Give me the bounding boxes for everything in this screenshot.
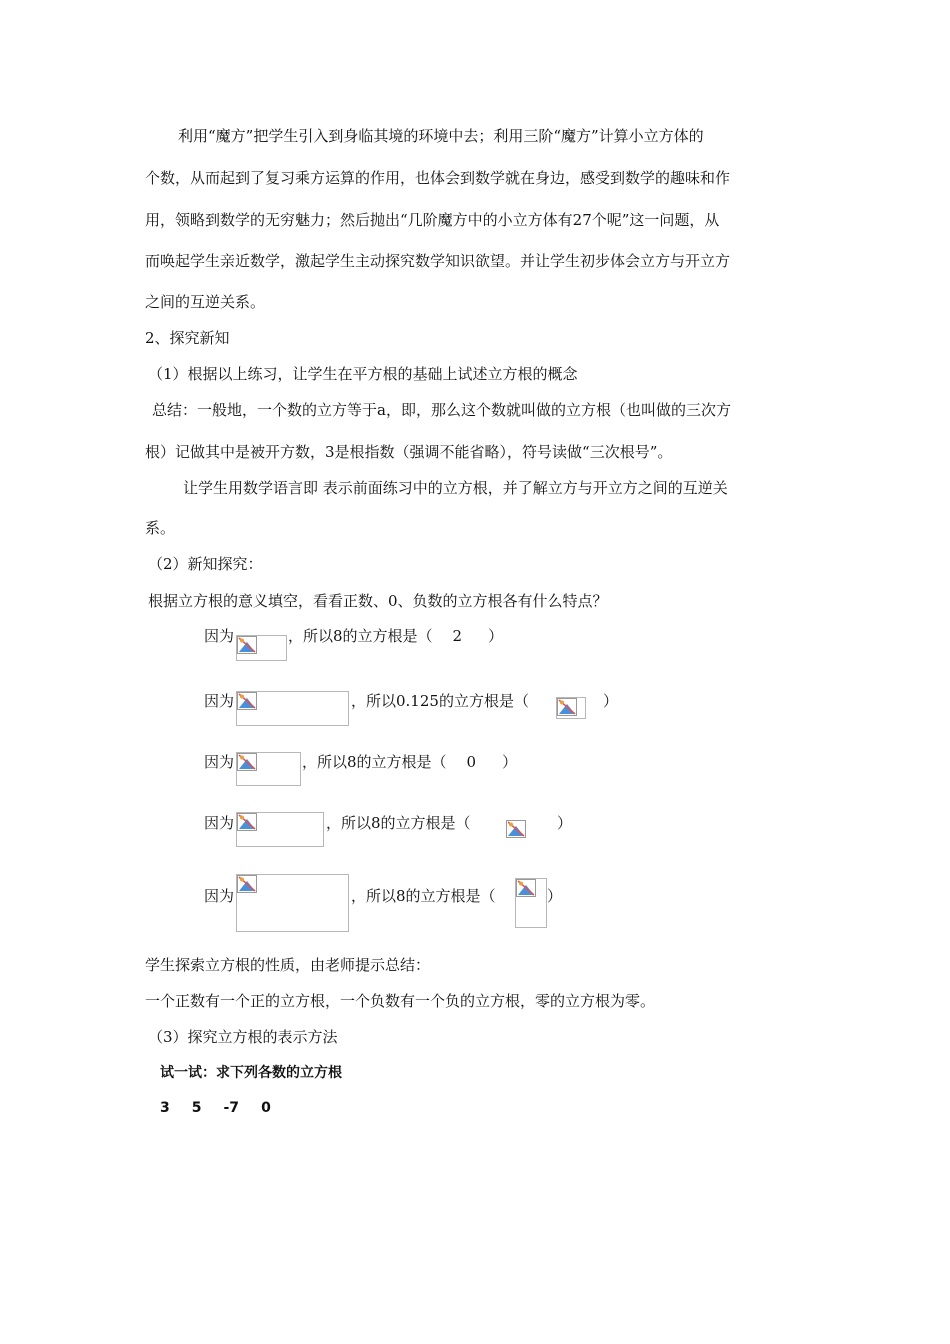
row1-because: 因为 — [204, 627, 235, 645]
row1-text — [288, 626, 503, 646]
row1-answer: 2 — [452, 627, 463, 645]
row2-clause: ，所以0.125的立方根是（ — [351, 692, 529, 710]
broken-image-icon — [516, 879, 536, 897]
row5-close: ） — [547, 887, 563, 905]
fill-prompt: 根据立方根的意义填空，看看正数、0、负数的立方根各有什么特点？ — [148, 592, 608, 610]
broken-image-icon — [237, 692, 257, 710]
formula-image-placeholder — [236, 691, 349, 726]
row1-close: ） — [488, 627, 504, 645]
para1-line2: 个数，从而起到了复习乘方运算的作用，也体会到数学就在身边，感受到数学的趣味和作 — [145, 169, 731, 187]
answer-image-placeholder — [515, 878, 547, 928]
try-title: 试一试：求下列各数的立方根 — [160, 1065, 342, 1081]
row2-because: 因为 — [204, 692, 235, 710]
row1-clause: ，所以8的立方根是（ — [288, 627, 433, 645]
conclusion-line: 一个正数有一个正的立方根，一个负数有一个负的立方根，零的立方根为零。 — [145, 992, 656, 1010]
row4-clause: ，所以8的立方根是（ — [326, 814, 471, 832]
row5-clause: ，所以8的立方根是（ — [351, 887, 496, 905]
row3-close: ） — [502, 753, 518, 771]
row4-because: 因为 — [204, 814, 235, 832]
formula-image-placeholder — [236, 874, 349, 932]
subsection-3: （3）探究立方根的表示方法 — [148, 1028, 338, 1046]
summary-line1: 总结：一般地，一个数的立方等于a，即，那么这个数就叫做的立方根（也叫做的三次方 — [152, 401, 731, 419]
explore-line: 学生探索立方根的性质，由老师提示总结： — [145, 956, 431, 974]
para1-line3: 用，领略到数学的无穷魅力；然后抛出“几阶魔方中的小立方体有27个呢”这一问题，从 — [145, 211, 720, 229]
row3-text — [302, 752, 517, 772]
formula-image-placeholder — [236, 635, 287, 661]
notation-line2: 系。 — [145, 519, 176, 537]
notation-line1: 让学生用数学语言即 表示前面练习中的立方根，并了解立方与开立方之间的互逆关 — [183, 479, 728, 497]
para1-line1: 利用“魔方”把学生引入到身临其境的环境中去；利用三阶“魔方”计算小立方体的 — [178, 127, 704, 145]
try-numbers — [160, 1098, 271, 1118]
broken-image-icon — [557, 698, 577, 716]
broken-image-icon — [506, 820, 526, 838]
para1-line5: 之间的互逆关系。 — [145, 293, 266, 311]
answer-image-placeholder — [556, 697, 586, 719]
section-title: 2、探究新知 — [145, 329, 230, 347]
subsection-2: （2）新知探究： — [148, 555, 263, 573]
try-number: 3 — [160, 1100, 170, 1116]
broken-image-icon — [237, 753, 257, 771]
broken-image-icon — [237, 875, 257, 893]
try-number: 5 — [191, 1100, 202, 1116]
try-number: -7 — [223, 1100, 240, 1116]
try-number: 0 — [261, 1100, 271, 1116]
subsection-1: （1）根据以上练习，让学生在平方根的基础上试述立方根的概念 — [148, 365, 578, 383]
formula-image-placeholder — [236, 752, 301, 786]
para1-line4: 而唤起学生亲近数学，激起学生主动探究数学知识欲望。并让学生初步体会立方与开立方 — [145, 252, 731, 270]
row3-because: 因为 — [204, 753, 235, 771]
broken-image-icon — [237, 813, 257, 831]
row4-close: ） — [557, 814, 573, 832]
broken-image-icon — [237, 636, 257, 654]
answer-image-placeholder — [506, 820, 532, 840]
row5-because: 因为 — [204, 887, 235, 905]
row3-answer: 0 — [466, 753, 477, 771]
summary-line2: 根）记做其中是被开方数，3是根指数（强调不能省略），符号读做“三次根号”。 — [145, 443, 673, 461]
row2-close: ） — [603, 692, 619, 710]
formula-image-placeholder — [236, 812, 324, 847]
row3-clause: ，所以8的立方根是（ — [302, 753, 447, 771]
